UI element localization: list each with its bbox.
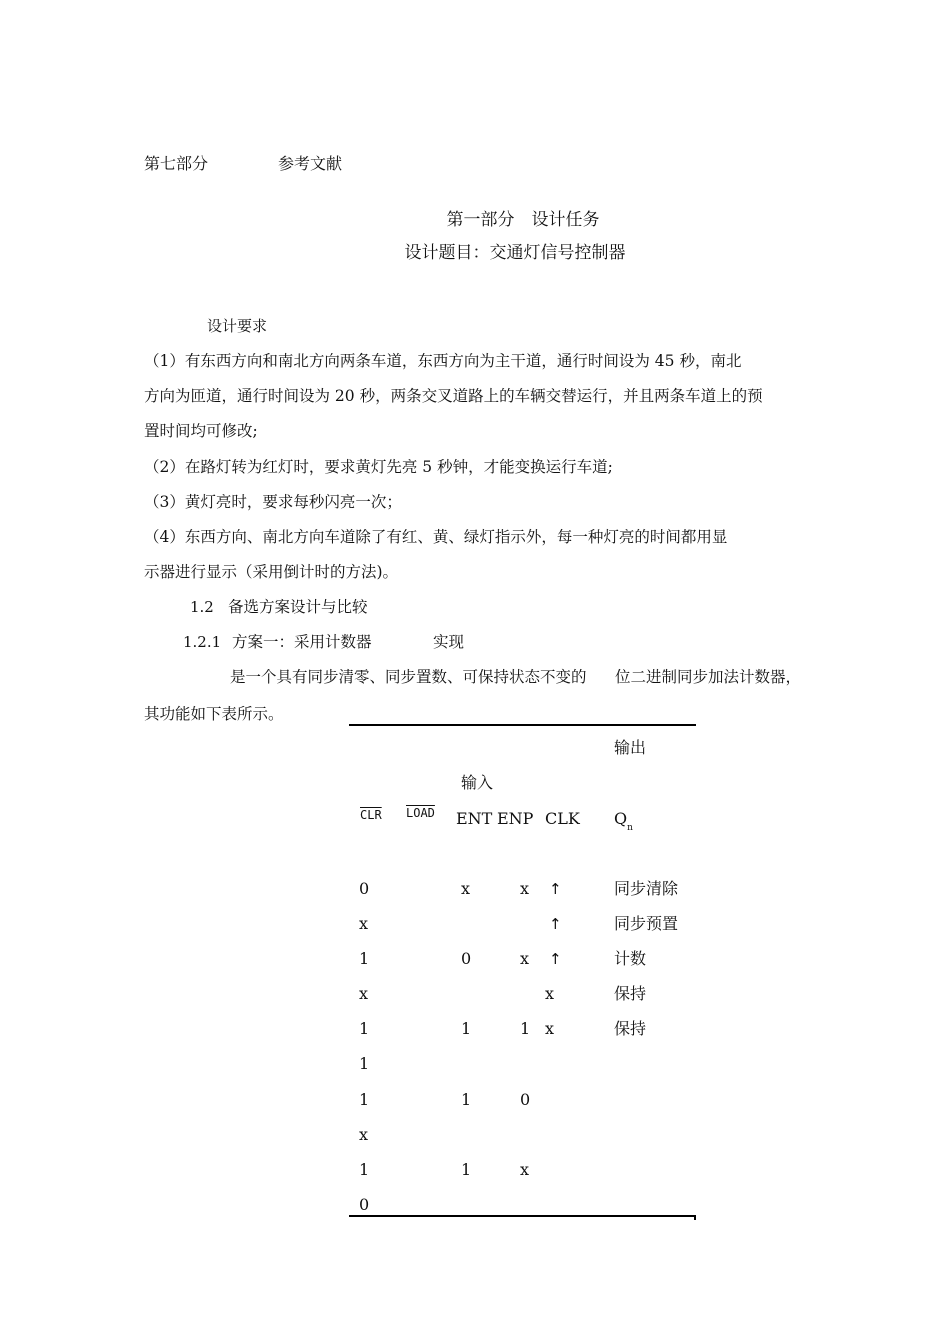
table-row-5-q: 保持 — [614, 1019, 647, 1038]
requirement-1-line-1: （1）有东西方向和南北方向两条车道，东西方向为主干道，通行时间设为 45 秒，南北 — [144, 352, 742, 370]
table-row-8-c1: x — [359, 1125, 369, 1144]
table-row-1-c1: 0 — [359, 879, 370, 898]
col-q-header — [614, 809, 633, 832]
toc-part-label: 第七部分 — [144, 154, 209, 173]
requirement-1-line-3: 置时间均可修改; — [144, 422, 258, 440]
table-row-4-clk: x — [545, 984, 555, 1003]
table-row-1-q: 同步清除 — [614, 879, 679, 898]
requirement-4-line-1: （4）东西方向、南北方向车道除了有红、黄、绿灯指示外，每一种灯亮的时间都用显 — [144, 528, 728, 546]
table-row-10-c1: 0 — [359, 1195, 370, 1214]
table-row-1-ent: x — [461, 879, 471, 898]
table-row-7-ent: 1 — [461, 1090, 472, 1109]
section-1-2-1-suffix: 实现 — [433, 633, 465, 651]
requirements-heading: 设计要求 — [207, 317, 268, 335]
part-title: 第一部分 设计任务 — [446, 210, 600, 230]
table-row-3-enp: x — [520, 949, 530, 968]
table-row-9-c1: 1 — [359, 1160, 370, 1179]
requirement-3: （3）黄灯亮时，要求每秒闪亮一次； — [144, 493, 402, 511]
table-row-2-clk: ↑ — [549, 915, 562, 933]
description-part-1: 是一个具有同步清零、同步置数、可保持状态不变的 — [230, 668, 587, 686]
section-1-2-1-title: 方案一：采用计数器 — [232, 633, 372, 651]
table-row-4-c1: x — [359, 984, 369, 1003]
requirement-4-line-2: 示器进行显示（采用倒计时的方法)。 — [144, 563, 399, 581]
requirement-2: （2）在路灯转为红灯时，要求黄灯先亮 5 秒钟，才能变换运行车道; — [144, 458, 613, 476]
col-clr-header: $\overline{CLR}$ — [360, 808, 382, 822]
table-row-9-ent: 1 — [461, 1160, 472, 1179]
table-row-6-c1: 1 — [359, 1054, 370, 1073]
table-row-5-c1: 1 — [359, 1019, 370, 1038]
table-row-7-enp: 0 — [520, 1090, 531, 1109]
table-input-header: 输入 — [461, 773, 494, 792]
table-row-1-clk: ↑ — [549, 880, 562, 898]
design-topic: 设计题目：交通灯信号控制器 — [404, 243, 626, 263]
table-row-7-c1: 1 — [359, 1090, 370, 1109]
table-row-2-c1: x — [359, 914, 369, 933]
col-clk-header: CLK — [545, 809, 580, 828]
description-part-2: 位二进制同步加法计数器， — [615, 668, 802, 686]
table-bottom-rule — [349, 1215, 696, 1217]
requirement-1-line-2: 方向为匝道，通行时间设为 20 秒，两条交叉道路上的车辆交替运行，并且两条车道上的预 — [144, 387, 763, 405]
col-q-letter: Q — [614, 809, 628, 828]
table-output-header: 输出 — [614, 738, 647, 757]
toc-part-title: 参考文献 — [278, 154, 343, 173]
table-row-9-enp: x — [520, 1160, 530, 1179]
table-row-3-ent: 0 — [461, 949, 472, 968]
table-row-3-clk: ↑ — [549, 950, 562, 968]
section-1-2-number: 1.2 — [190, 598, 214, 616]
table-row-3-c1: 1 — [359, 949, 370, 968]
description-line-2: 其功能如下表所示。 — [144, 705, 284, 723]
col-enp-header: ENP — [497, 809, 534, 828]
table-row-5-clk: x — [545, 1019, 555, 1038]
table-top-rule — [349, 724, 696, 726]
col-load-header: LOAD — [406, 806, 435, 820]
table-row-1-enp: x — [520, 879, 530, 898]
col-ent-header: ENT — [456, 809, 493, 828]
table-row-5-enp: 1 — [520, 1019, 531, 1038]
table-row-3-q: 计数 — [614, 949, 647, 968]
table-row-2-q: 同步预置 — [614, 914, 679, 933]
section-1-2-1-number: 1.2.1 — [183, 633, 222, 651]
table-bottom-rule-tick — [694, 1215, 696, 1220]
table-row-4-q: 保持 — [614, 984, 647, 1003]
table-row-5-ent: 1 — [461, 1019, 472, 1038]
col-q-subscript: n — [627, 823, 633, 833]
section-1-2-title: 备选方案设计与比较 — [228, 598, 368, 616]
